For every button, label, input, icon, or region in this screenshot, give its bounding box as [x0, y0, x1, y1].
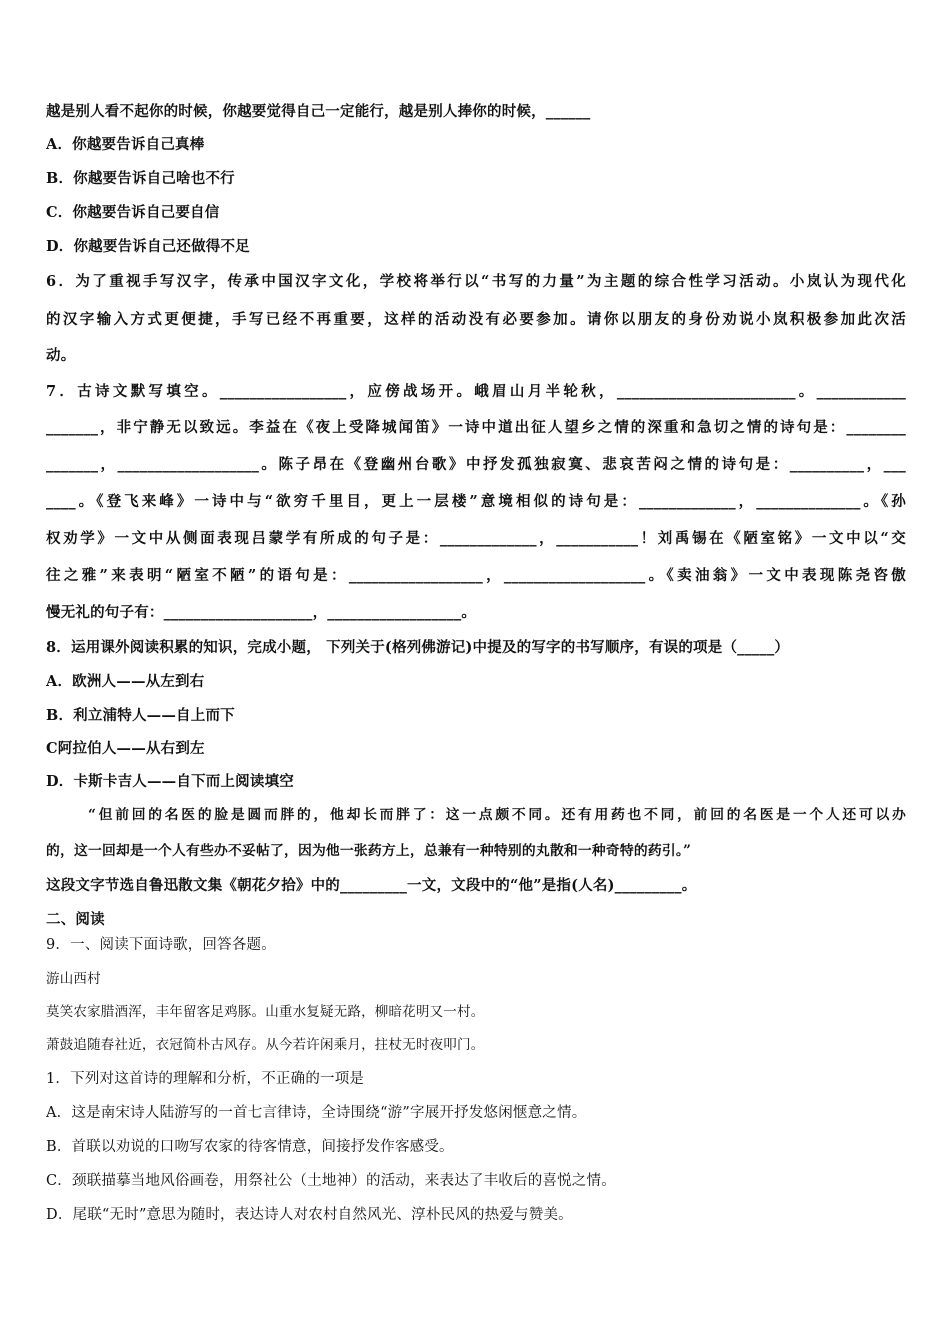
q5-stem: 越是别人看不起你的时候，你越要觉得自己一定能行，越是别人捧你的时候，______ — [46, 103, 591, 120]
q7-line-3: _______，___________________。陈子昂在《登幽州台歌》中抒发孤独寂寞、悲哀苦闷之情的诗句是：__________，___ — [46, 456, 906, 473]
q9-poem-line-1: 莫笑农家腊酒浑，丰年留客足鸡豚。山重水复疑无路，柳暗花明又一村。 — [46, 1004, 485, 1020]
q9-poem-title: 游山西村 — [46, 971, 101, 987]
q8-option-b: B．利立浦特人——自上而下 — [46, 707, 235, 724]
q8-fill-blank: 这段文字节选自鲁迅散文集《朝花夕拾》中的_________一文，文段中的“他”是指(人名)_________。 — [46, 877, 697, 894]
q9-intro: 9．一、阅读下面诗歌，回答各题。 — [46, 937, 276, 953]
q8-option-c: C阿拉伯人——从右到左 — [46, 740, 205, 757]
q5-option-a: A．你越要告诉自己真棒 — [46, 136, 205, 153]
q9-sub1-option-a: A．这是南宋诗人陆游写的一首七言律诗，全诗围绕“游”字展开抒发悠闲惬意之情。 — [46, 1105, 587, 1121]
q7-line-7: 慢无礼的句子有：____________________，__________________。 — [46, 604, 477, 621]
q8-quote-line-2: 的，这一回却是一个人有些办不妥帖了，因为他一张药方上，总兼有一种特别的丸散和一种奇特的药引。” — [46, 843, 692, 859]
q7-line-4: ____。《登飞来峰》一诗中与“欲穷千里目，更上一层楼”意境相似的诗句是：_____________，______________。《孙 — [46, 493, 906, 510]
q9-sub1-option-c: C．颈联描摹当地风俗画卷，用祭社公（土地神）的活动，来表达了丰收后的喜悦之情。 — [46, 1173, 616, 1189]
q7-line-2: _______，非宁静无以致远。李益在《夜上受降城闻笛》一诗中道出征人望乡之情的深重和急切之情的诗句是：________ — [46, 419, 906, 436]
q6-line-2: 的汉字输入方式更便捷，手写已经不再重要，这样的活动没有必要参加。请你以朋友的身份劝说小岚积极参加此次活 — [46, 311, 906, 328]
q5-option-c: C．你越要告诉自己要自信 — [46, 204, 220, 221]
q6-line-1: 6．为了重视手写汉字，传承中国汉字文化，学校将举行以“书写的力量”为主题的综合性学习活动。小岚认为现代化 — [46, 273, 906, 290]
q9-sub1-option-d: D．尾联“无时”意思为随时，表达诗人对农村自然风光、淳朴民风的热爱与赞美。 — [46, 1207, 573, 1223]
q8-stem: 8．运用课外阅读积累的知识，完成小题， 下列关于(格列佛游记)中提及的写字的书写顺序，有误的项是（_____） — [46, 639, 790, 656]
q8-option-a: A．欧洲人——从左到右 — [46, 673, 205, 690]
q7-line-6: 往之雅”来表明“陋室不陋”的语句是：__________________，___________________。《卖油翁》一文中表现陈尧咨傲 — [46, 567, 906, 584]
q5-option-b: B．你越要告诉自己啥也不行 — [46, 170, 235, 187]
q5-option-d: D．你越要告诉自己还做得不足 — [46, 238, 250, 255]
q7-line-5: 权劝学》一文中从侧面表现吕蒙学有所成的句子是：_____________，___________！刘禹锡在《陋室铭》一文中以“交 — [46, 530, 906, 547]
section-title-reading: 二、阅读 — [46, 911, 105, 928]
q8-option-d: D．卡斯卡吉人——自下而上阅读填空 — [46, 773, 294, 790]
q9-sub1-option-b: B．首联以劝说的口吻写农家的待客情意，间接抒发作客感受。 — [46, 1139, 454, 1155]
q8-quote-line-1: “但前回的名医的脸是圆而胖的，他却长而胖了：这一点颇不同。还有用药也不同，前回的名医是一个人还可以办 — [88, 807, 906, 823]
q9-poem-line-2: 萧鼓追随春社近，衣冠简朴古风存。从今若许闲乘月，拄杖无时夜叩门。 — [46, 1037, 485, 1053]
q6-line-3: 动。 — [46, 347, 76, 364]
q7-line-1: 7．古诗文默写填空。_________________，应傍战场开。峨眉山月半轮秋，________________________。____________ — [46, 383, 906, 400]
q9-sub1-stem: 1．下列对这首诗的理解和分析，不正确的一项是 — [46, 1071, 365, 1087]
